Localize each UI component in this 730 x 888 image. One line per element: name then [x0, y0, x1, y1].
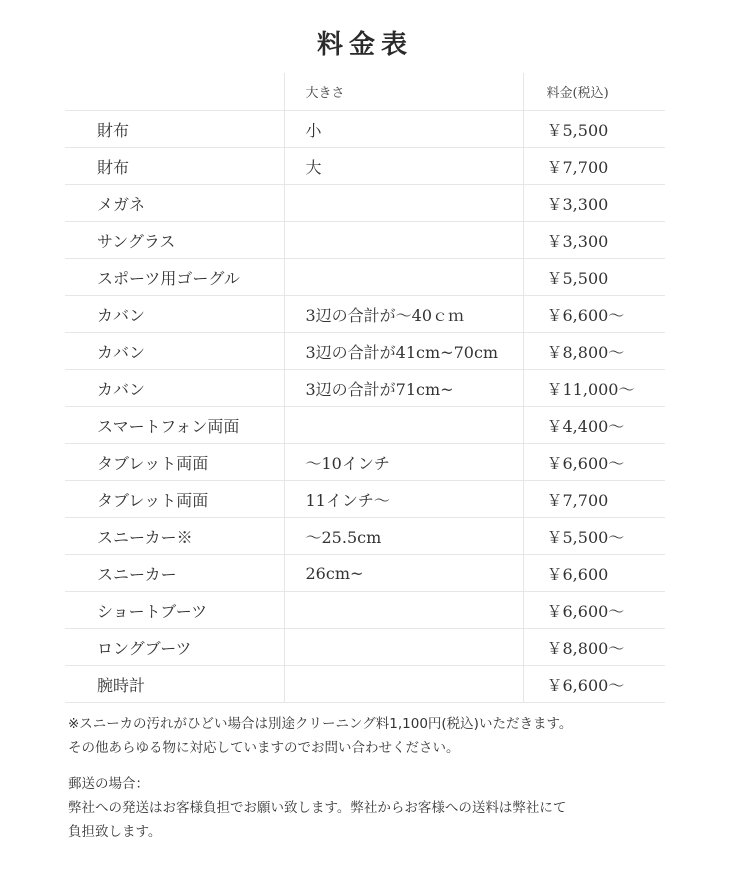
row-item: 腕時計	[65, 666, 284, 703]
row-price: ￥5,500〜	[523, 518, 665, 555]
sneaker-note: ※スニーカの汚れがひどい場合は別途クリーニング料1,100円(税込)いただきます。	[68, 716, 573, 732]
row-item: カバン	[65, 333, 284, 370]
table-row	[65, 666, 665, 703]
row-size: 3辺の合計が71cm~	[284, 370, 523, 407]
row-price: ￥6,600	[523, 555, 665, 592]
row-item: タブレット両面	[65, 444, 284, 481]
row-item: 財布	[65, 111, 284, 148]
price-table	[65, 73, 665, 703]
row-item: スポーツ用ゴーグル	[65, 259, 284, 296]
table-row	[65, 185, 665, 222]
row-size: 〜10インチ	[284, 444, 523, 481]
row-size	[284, 629, 523, 666]
row-size	[284, 666, 523, 703]
table-row	[65, 518, 665, 555]
row-price: ￥7,700	[523, 148, 665, 185]
row-item: サングラス	[65, 222, 284, 259]
row-size	[284, 592, 523, 629]
table-row	[65, 629, 665, 666]
table-row	[65, 259, 665, 296]
table-header-row	[65, 73, 665, 111]
header-price: 料金(税込)	[523, 73, 665, 111]
header-item	[65, 73, 284, 111]
row-size	[284, 222, 523, 259]
row-item: ロングブーツ	[65, 629, 284, 666]
row-price: ￥3,300	[523, 185, 665, 222]
table-row	[65, 555, 665, 592]
row-size: 3辺の合計が〜40ｃｍ	[284, 296, 523, 333]
row-price: ￥8,800〜	[523, 629, 665, 666]
header-size: 大きさ	[284, 73, 523, 111]
row-price: ￥5,500	[523, 259, 665, 296]
row-item: スニーカー	[65, 555, 284, 592]
row-item: カバン	[65, 370, 284, 407]
row-item: タブレット両面	[65, 481, 284, 518]
row-size	[284, 407, 523, 444]
row-size	[284, 185, 523, 222]
contact-note: その他あらゆる物に対応していますのでお問い合わせください。	[68, 740, 460, 756]
row-size: 26cm~	[284, 555, 523, 592]
row-size: 小	[284, 111, 523, 148]
table-row	[65, 444, 665, 481]
row-price: ￥7,700	[523, 481, 665, 518]
table-row	[65, 111, 665, 148]
row-price: ￥6,600〜	[523, 296, 665, 333]
row-price: ￥6,600〜	[523, 592, 665, 629]
table-row	[65, 222, 665, 259]
shipping-note-2: 負担致します。	[68, 824, 162, 840]
notes	[68, 712, 668, 844]
row-price: ￥4,400〜	[523, 407, 665, 444]
table-row	[65, 592, 665, 629]
row-item: メガネ	[65, 185, 284, 222]
row-price: ￥11,000〜	[523, 370, 665, 407]
row-item: スニーカー※	[65, 518, 284, 555]
table-row	[65, 148, 665, 185]
row-price: ￥6,600〜	[523, 444, 665, 481]
row-price: ￥3,300	[523, 222, 665, 259]
shipping-note-1: 弊社への発送はお客様負担でお願い致します。弊社からお客様への送料は弊社にて	[68, 800, 567, 816]
row-item: 財布	[65, 148, 284, 185]
row-size: 〜25.5cm	[284, 518, 523, 555]
table-row	[65, 481, 665, 518]
row-size	[284, 259, 523, 296]
table-row	[65, 407, 665, 444]
row-size: 大	[284, 148, 523, 185]
row-size: 11インチ〜	[284, 481, 523, 518]
table-row	[65, 333, 665, 370]
row-price: ￥8,800〜	[523, 333, 665, 370]
table-row	[65, 370, 665, 407]
row-item: ショートブーツ	[65, 592, 284, 629]
row-item: カバン	[65, 296, 284, 333]
shipping-heading: 郵送の場合：	[68, 776, 149, 792]
row-price: ￥5,500	[523, 111, 665, 148]
table-row	[65, 296, 665, 333]
row-price: ￥6,600〜	[523, 666, 665, 703]
row-size: 3辺の合計が41cm~70cm	[284, 333, 523, 370]
page-title: 料金表	[316, 30, 413, 60]
row-item: スマートフォン両面	[65, 407, 284, 444]
